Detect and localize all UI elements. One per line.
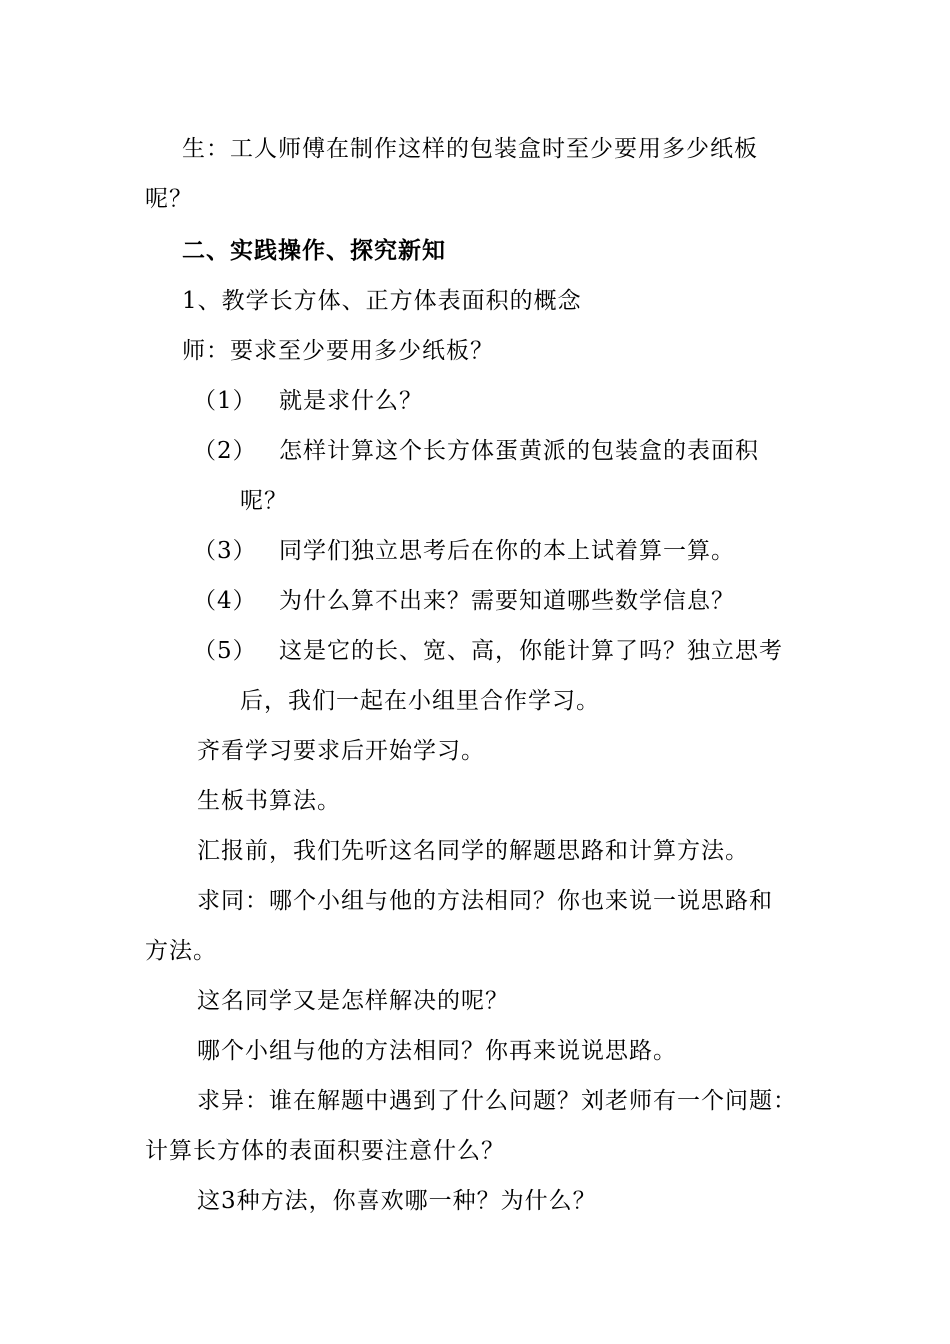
list-text: 同学们独立思考后在你的本上试着算一算。 xyxy=(279,538,735,564)
subsection-heading: 1、教学长方体、正方体表面积的概念 xyxy=(182,288,582,314)
paragraph-line: 这名同学又是怎样解决的呢？ xyxy=(197,988,509,1014)
list-text: 怎样计算这个长方体蛋黄派的包装盒的表面积 xyxy=(279,438,759,464)
paragraph-line: 呢？ xyxy=(145,186,193,212)
paragraph-line: 这3种方法，你喜欢哪一种？为什么？ xyxy=(197,1188,597,1214)
list-number: （4） xyxy=(193,588,257,614)
list-item xyxy=(193,636,783,666)
paragraph-line: 师：要求至少要用多少纸板？ xyxy=(182,338,494,364)
paragraph-line: 汇报前，我们先听这名同学的解题思路和计算方法。 xyxy=(197,838,749,864)
section-heading: 二、实践操作、探究新知 xyxy=(182,237,446,264)
list-number: （2） xyxy=(193,438,257,464)
list-text: 为什么算不出来？需要知道哪些数学信息？ xyxy=(279,588,735,614)
list-text-continuation: 后，我们一起在小组里合作学习。 xyxy=(240,688,600,714)
list-number: （1） xyxy=(193,388,257,414)
list-number: （3） xyxy=(193,538,257,564)
list-number: （5） xyxy=(193,638,257,664)
paragraph-line: 哪个小组与他的方法相同？你再来说说思路。 xyxy=(197,1038,677,1064)
paragraph-line: 生：工人师傅在制作这样的包装盒时至少要用多少纸板 xyxy=(182,136,758,162)
list-item xyxy=(193,586,735,616)
paragraph-line: 求异：谁在解题中遇到了什么问题？刘老师有一个问题： xyxy=(197,1088,797,1114)
paragraph-line: 求同：哪个小组与他的方法相同？你也来说一说思路和 xyxy=(197,888,773,914)
paragraph-line: 齐看学习要求后开始学习。 xyxy=(197,738,485,764)
list-text: 这是它的长、宽、高，你能计算了吗？独立思考 xyxy=(279,638,783,664)
list-text: 就是求什么？ xyxy=(279,388,423,414)
list-item xyxy=(193,436,759,466)
paragraph-line: 计算长方体的表面积要注意什么？ xyxy=(145,1138,505,1164)
list-text-continuation: 呢？ xyxy=(240,488,288,514)
paragraph-line: 方法。 xyxy=(145,938,217,964)
list-item xyxy=(193,536,735,566)
paragraph-line: 生板书算法。 xyxy=(197,788,341,814)
list-item xyxy=(193,386,423,416)
